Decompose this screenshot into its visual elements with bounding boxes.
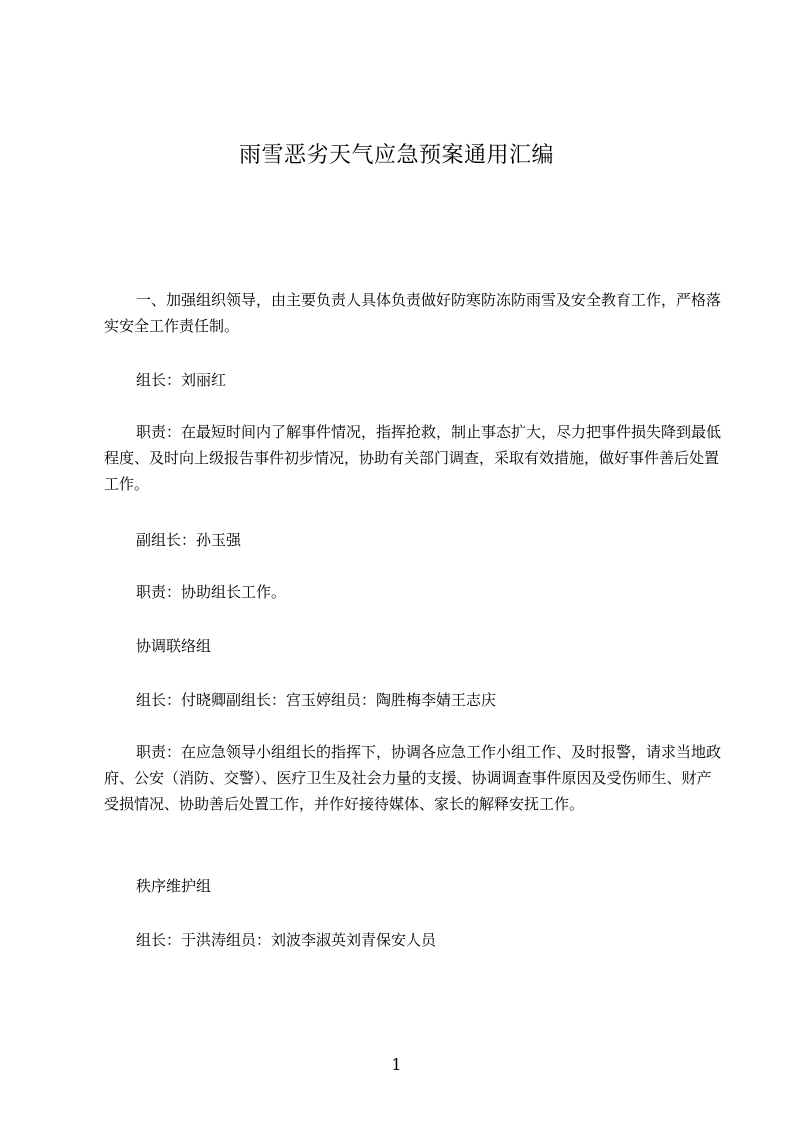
paragraph-deputy-leader bbox=[104, 527, 724, 553]
paragraph-text: 职责：在应急领导小组组长的指挥下，协调各应急工作小组工作、及时报警，请求当地政府、公安（消防、交警）、医疗卫生及社会力量的支援、协调调查事件原因及受伤师生、财产受损情况、协助善后处置工作，并作好接待媒体、家长的解释安抚工作。 bbox=[104, 743, 722, 813]
paragraph-text: 职责：在最短时间内了解事件情况，指挥抢救，制止事态扩大，尽力把事件损失降到最低程度、及时向上级报告事件初步情况，协助有关部门调查，采取有效措施，做好事件善后处置工作。 bbox=[104, 423, 722, 493]
heading-coordination-group bbox=[104, 633, 724, 659]
paragraph-coordination-members bbox=[104, 687, 724, 713]
paragraph-text: 一、加强组织领导，由主要负责人具体负责做好防寒防冻防雨雪及安全教育工作，严格落实安全工作责任制。 bbox=[104, 291, 722, 335]
paragraph-text: 秩序维护组 bbox=[136, 877, 212, 895]
paragraph-text: 职责：协助组长工作。 bbox=[136, 583, 287, 601]
paragraph-text: 组长：刘丽红 bbox=[136, 371, 227, 389]
paragraph-text: 组长：付晓卿副组长：宫玉婷组员：陶胜梅李婧王志庆 bbox=[136, 691, 497, 709]
paragraph-deputy-duties bbox=[104, 579, 724, 605]
heading-order-group bbox=[104, 873, 724, 899]
paragraph-text: 副组长：孙玉强 bbox=[136, 531, 242, 549]
document-title: 雨雪恶劣天气应急预案通用汇编 bbox=[238, 143, 554, 168]
paragraph-leader bbox=[104, 367, 724, 393]
paragraph-leader-duties bbox=[104, 419, 724, 497]
paragraph-organization bbox=[104, 287, 724, 339]
paragraph-text: 组长：于洪涛组员：刘波李淑英刘青保安人员 bbox=[136, 931, 437, 949]
paragraph-text: 协调联络组 bbox=[136, 637, 212, 655]
page-number: 1 bbox=[391, 1055, 402, 1074]
paragraph-coordination-duties bbox=[104, 739, 724, 817]
paragraph-order-members bbox=[104, 927, 724, 953]
